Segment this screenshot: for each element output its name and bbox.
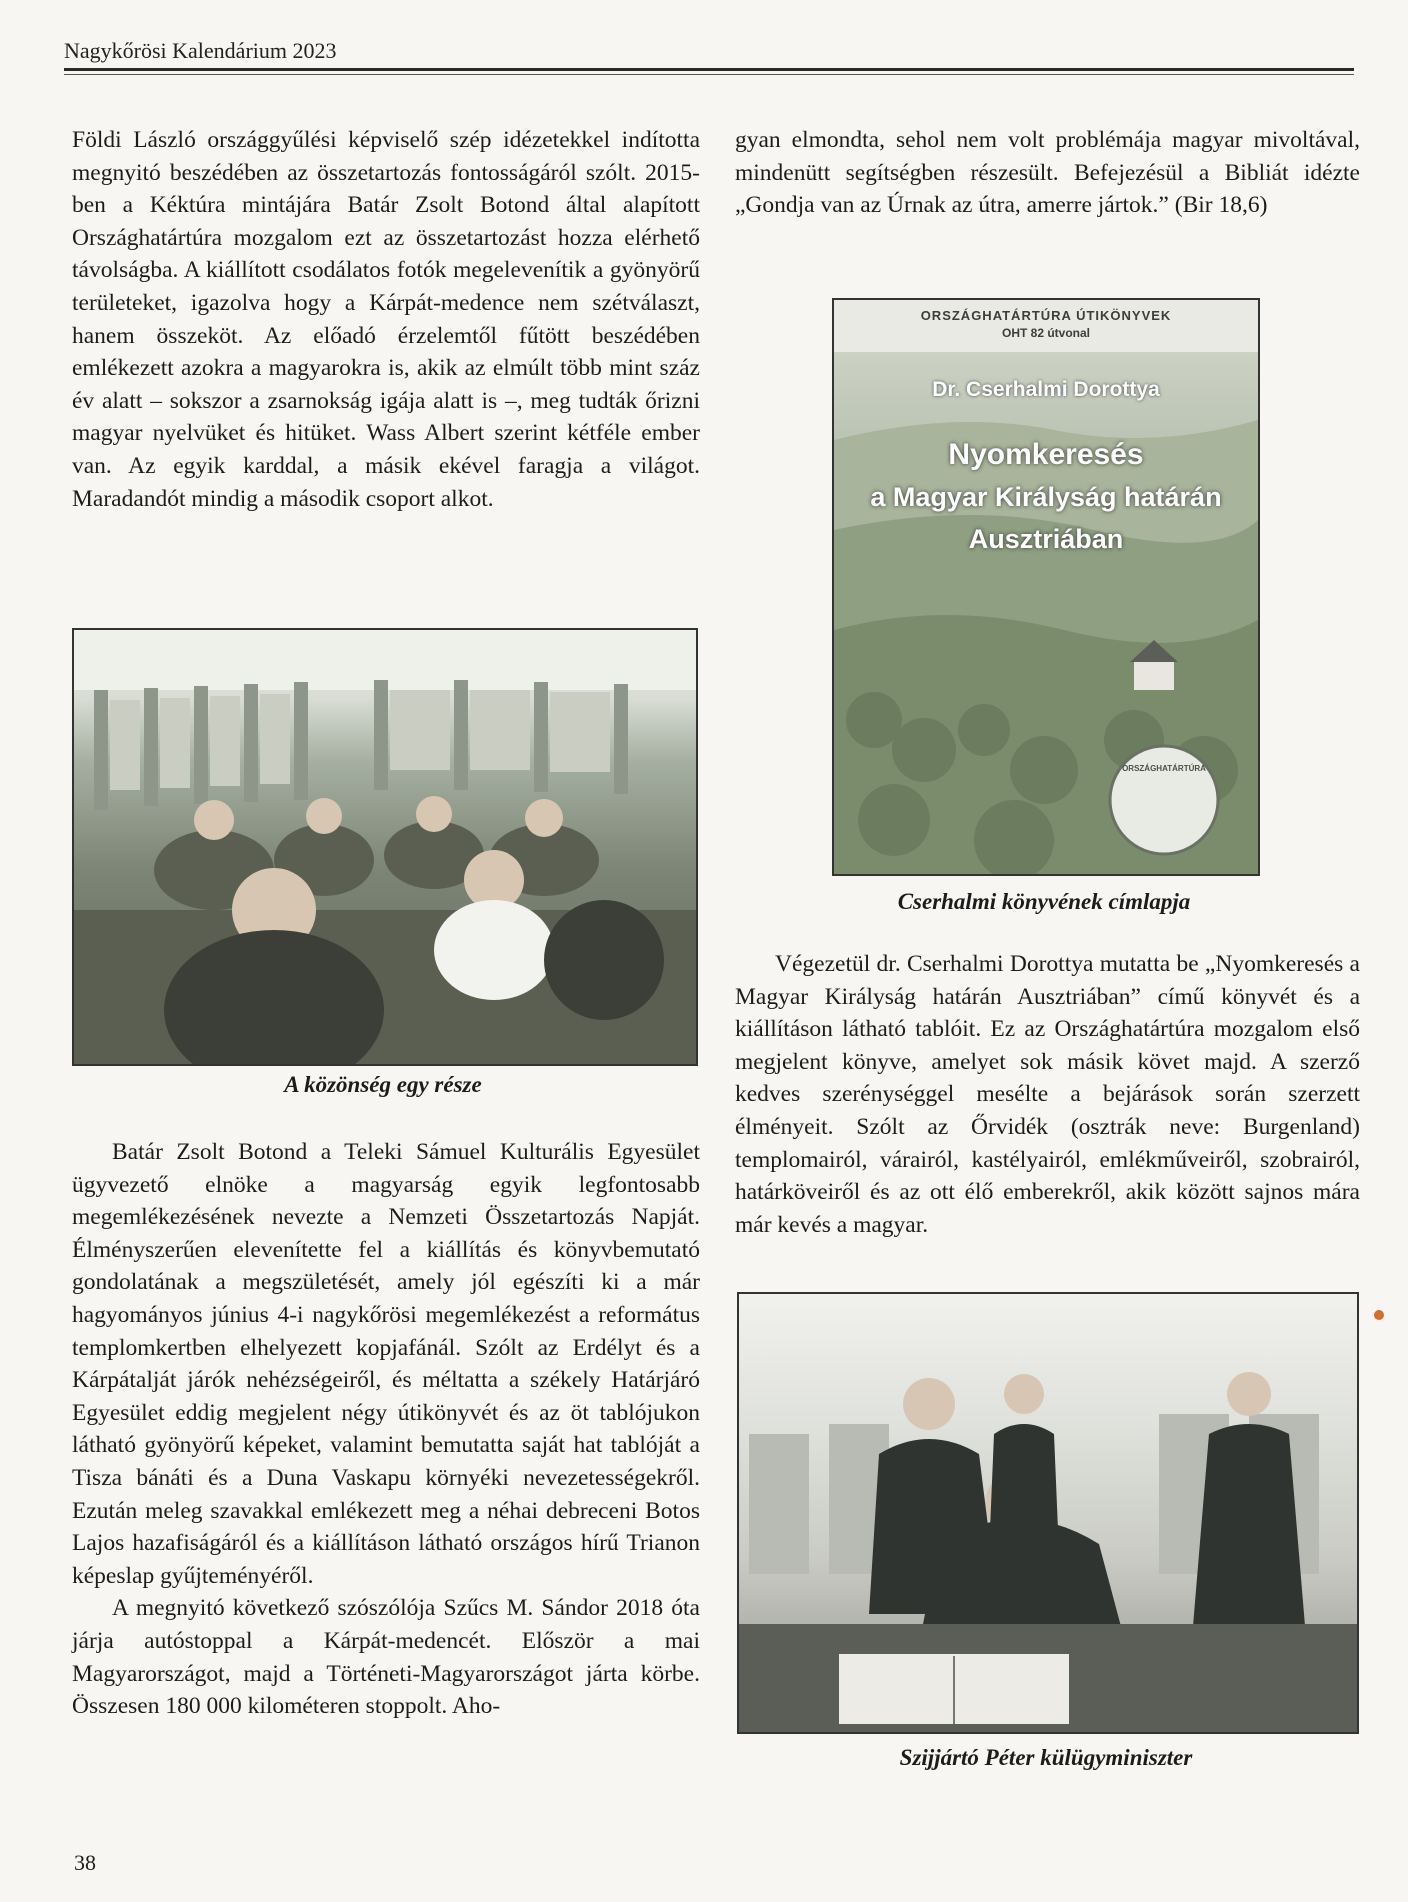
- left-paragraph-1: Földi László országgyűlési képviselő szép idézetekkel indította megnyitó beszédében az összetartozás fontosságáról szólt. 2015-ben a Kéktúra mintájára Batár Zsolt Botond által alapított Országhatártúra mozgalom ezt az összetartozást hozza elérhető távolságba. A kiállított csodálatos fotók megelevenítik a gyönyörű területeket, igazolva hogy a Kárpát-medence nem szétválaszt, hanem összeköt. Az előadó érzelemtől fűtött beszédében emlékezett azokra a magyarokra is, akik az elmúlt több mint száz év alatt – sokszor a zsarnokság igája alatt is –, meg tudták őrizni magyar nyelvüket és hitüket. Wass Albert szerint kétféle ember van. Az egyik karddal, a másik ekével faragja a világot. Maradandót mindig a második csoport alkot.: [72, 127, 700, 512]
- left-paragraph-2: Batár Zsolt Botond a Teleki Sámuel Kulturális Egyesület ügyvezető elnöke a magyarság egyik legfontosabb megemlékezésének nevezte a Nemzeti Összetartozás Napját. Élményszerűen elevenítette fel a kiállítás és könyvbemutató gondolatának a megszületését, amely jól egészíti ki a már hagyományos június 4-i nagykőrösi megemlékezést a református templomkertben elhelyezett kopjafánál. Szólt az Erdélyt és a Kárpátalját járók nehézségeiről, és méltatta a székely Határjáró Egyesület eddig megjelent négy útikönyvét és az öt tablójukon látható gyönyörű képeket, valamint bemutatta saját hat tablóját a Tisza bánáti és a Duna Vaskapu környéki nevezetességekről. Ezután meleg szavakkal emlékezett meg a néhai debreceni Botos Lajos hazafiságáról és a kiállításon látható országos hírű Trianon képeslap gyűjteményéről.: [72, 1139, 700, 1589]
- signing-illustration: [739, 1294, 1357, 1732]
- seal-circle: [1110, 746, 1218, 854]
- right-paragraph-1-block: [735, 124, 1360, 222]
- audience-photo: [72, 628, 698, 1066]
- cover-title-line-3: Ausztriában: [968, 524, 1124, 554]
- right-paragraph-2: Végezetül dr. Cserhalmi Dorottya mutatta be „Nyomkeresés a Magyar Királyság határán Ausztriában” című könyvét és a kiállításon látható tablóit. Ez az Országhatártúra mozgalom első megjelent könyve, amelyet sok másik követ majd. A szerző kedves szerénységgel mesélte a bejárások során szerzett élményeit. Szólt az Őrvidék (osztrák neve: Burgenland) templomairól, várairól, kastélyairól, emlékműveiről, szobrairól, határköveiről és az ott élő emberekről, akik között sajnos mára már kevés a magyar.: [735, 951, 1360, 1238]
- left-paragraph-2-block: [72, 1136, 700, 1723]
- cover-author: Dr. Cserhalmi Dorottya: [932, 378, 1160, 401]
- right-paragraph-2-block: [735, 948, 1360, 1241]
- signing-photo: [737, 1292, 1359, 1734]
- header-rule: [64, 68, 1354, 71]
- header-rule-thin: [64, 74, 1354, 75]
- signing-caption: Szijjártó Péter külügyminiszter: [899, 1745, 1193, 1770]
- cover-seal-text: ORSZÁGHATÁRTÚRA: [1122, 764, 1206, 773]
- margin-dot: [1374, 1310, 1384, 1320]
- right-paragraph-1: gyan elmondta, sehol nem volt problémája magyar mivoltával, mindenütt segítségben részesült. Befejezésül a Bibliát idézte „Gondja van az Úrnak az útra, amerre jártok.” (Bir 18,6): [735, 127, 1360, 219]
- running-header: Nagykőrösi Kalendárium 2023: [64, 38, 337, 63]
- audience-illustration: [74, 630, 696, 1064]
- audience-caption: A közönség egy része: [284, 1072, 482, 1097]
- left-paragraph-1-block: [72, 124, 700, 515]
- cover-route: OHT 82 útvonal: [1001, 326, 1090, 340]
- cover-title-line-2: a Magyar Királyság határán: [870, 482, 1222, 512]
- cover-title-line-1: Nyomkeresés: [948, 438, 1144, 471]
- book-cover: [832, 298, 1260, 876]
- cover-series: ORSZÁGHATÁRTÚRA ÚTIKÖNYVEK: [920, 308, 1172, 323]
- left-paragraph-3: A megnyitó következő szószólója Szűcs M. Sándor 2018 óta járja autóstoppal a Kárpát-medencét. Először a mai Magyarországot, majd a Történeti-Magyarországot járta körbe. Összesen 180 000 kilométeren stoppolt. Aho-: [72, 1595, 700, 1720]
- cover-caption: Cserhalmi könyvének címlapja: [897, 889, 1191, 914]
- page-number: 38: [74, 1850, 96, 1875]
